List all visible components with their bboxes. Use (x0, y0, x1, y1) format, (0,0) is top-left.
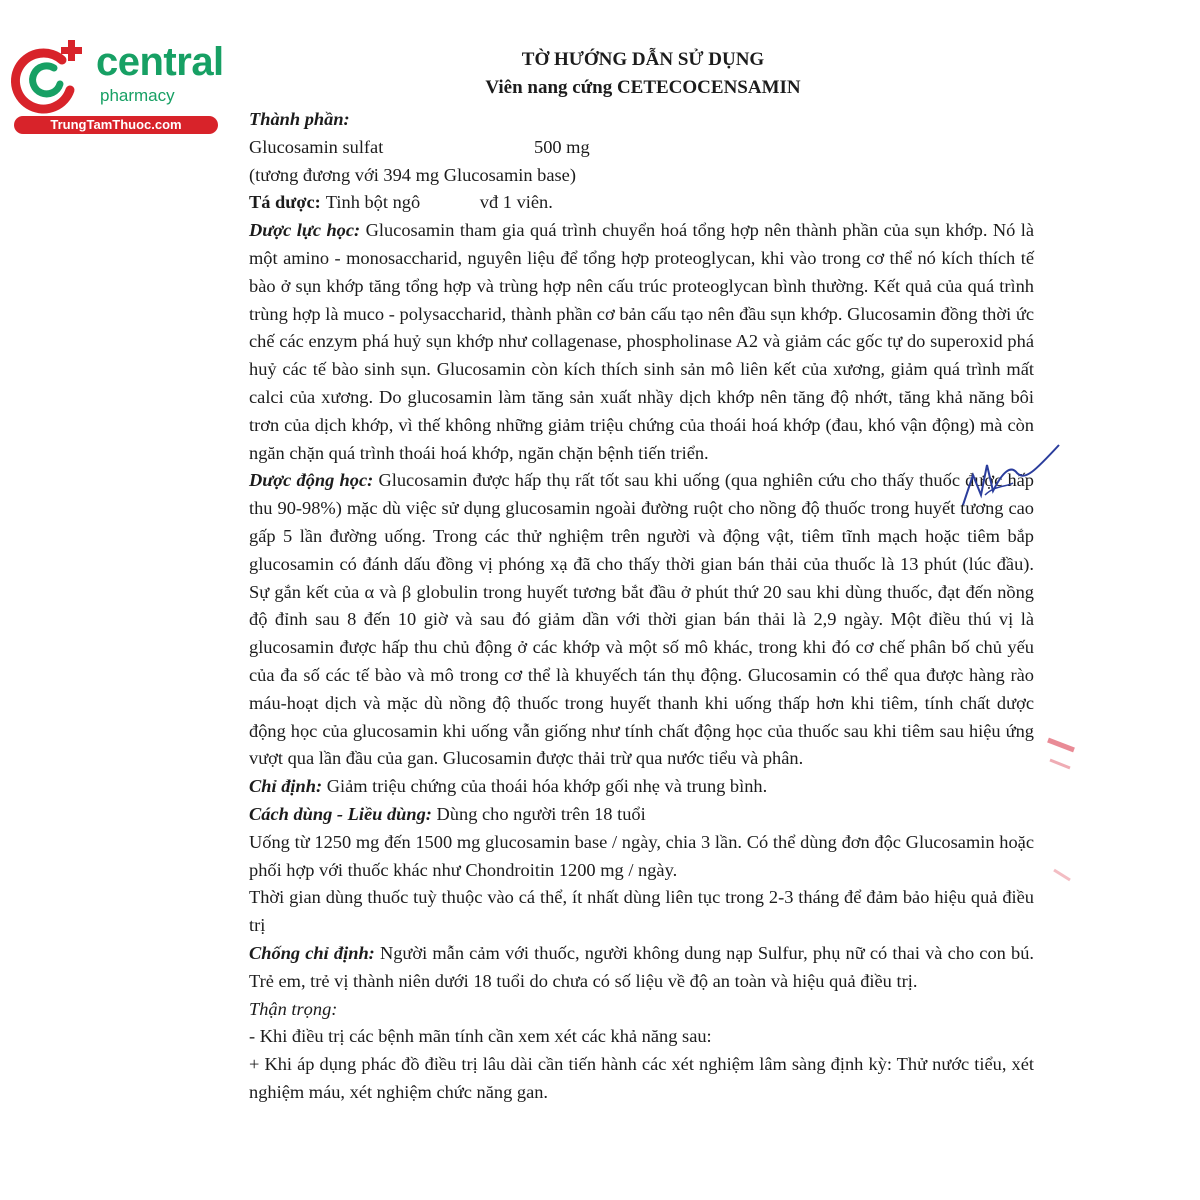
ingredient-equivalent: (tương đương với 394 mg Glucosamin base) (249, 164, 576, 185)
document-subtitle: Viên nang cứng CETECOCENSAMIN (485, 77, 801, 98)
composition-heading: Thành phần: (249, 109, 350, 129)
pharmacokinetics-text: Glucosamin được hấp thụ rất tốt sau khi uống (qua nghiên cứu cho thấy thuốc được hấp thu 90-98%) mặc dù việc sử dụng glucosamin ngoài đường ruột cho nồng độ thuốc trong huyết tương cao gấp 5 lần đường uống. Trong các thử nghiệm trên người và động vật, tiêm tĩnh mạch hoặc tiêm bắp glucosamin có đánh dấu đồng vị phóng xạ đã cho thấy thời gian bán thải của thuốc là 13 phút (lúc đầu). Sự gắn kết của α và β globulin trong huyết tương bắt đầu ở phút thứ 20 sau khi dùng thuốc, đạt đến nồng độ đỉnh sau 8 đến 10 giờ và sau đó giảm dần với thời gian bán thải là 2,9 ngày. Một điều thú vị là glucosamin được hấp thu chủ động ở các khớp và một số mô khác, trong khi đó cơ chế phân bố chủ yếu của đa số các tế bào và mô trong cơ thể là khuyếch tán thụ động. Glucosamin có thể qua được hàng rào máu-hoạt dịch và mặc dù nồng độ thuốc trong huyết thanh khi uống thấp hơn khi tiêm, tính chất dược động học của glucosamin khi uống vẫn giống như tính chất động học của thuốc sau khi tiêm sau hiệu ứng vượt qua lần đầu của gan. Glucosamin được thải trừ qua nước tiểu và phân. (249, 470, 1034, 769)
contraindications-text: Người mẫn cảm với thuốc, người không dung nạp Sulfur, phụ nữ có thai và cho con bú. Trẻ em, trẻ vị thành niên dưới 18 tuổi do chưa có số liệu về độ an toàn và hiệu quả điều trị. (249, 942, 1034, 991)
precautions-heading: Thận trọng: (249, 998, 338, 1019)
logo-brand-sub: pharmacy (100, 86, 175, 105)
precautions-line-2: + Khi áp dụng phác đồ điều trị lâu dài cần tiến hành các xét nghiệm lâm sàng định kỳ: Thử nước tiểu, xét nghiệm máu, xét nghiệm chức năng gan. (249, 1054, 1034, 1102)
red-stamp-mark-icon (1040, 720, 1080, 920)
pharmacokinetics-section (249, 467, 1034, 773)
ingredient-dose: 500 mg (534, 136, 590, 157)
dosage-heading: Cách dùng - Liều dùng: (249, 803, 432, 824)
contraindications-section (249, 940, 1034, 996)
document-header (248, 46, 1038, 102)
document-body (249, 106, 1034, 1107)
signature-mark-icon (955, 435, 1065, 525)
dosage-paragraph-1: Uống từ 1250 mg đến 1500 mg glucosamin base / ngày, chia 3 lần. Có thể dùng đơn độc Glucosamin hoặc phối hợp với thuốc khác như Chondroitin 1200 mg / ngày. (249, 831, 1034, 880)
logo-brand-name: central (96, 40, 224, 84)
logo-url-badge: TrungTamThuoc.com (14, 116, 218, 134)
contraindications-heading: Chống chỉ định: (249, 942, 375, 963)
excipient-name: Tinh bột ngô (325, 192, 421, 213)
central-pharmacy-logo-icon (10, 38, 90, 118)
ingredient-row (249, 134, 1034, 162)
indications-heading: Chỉ định: (249, 776, 323, 797)
excipient-label: Tá dược: (249, 192, 321, 213)
excipient-row (249, 189, 1034, 217)
pharmacodynamics-text: Glucosamin tham gia quá trình chuyển hoá tổng hợp nên thành phần của sụn khớp. Nó là một amino - monosaccharid, nguyên liệu để tổng hợp proteoglycan, khi vào trong cơ thể nó kích thích tế bào ở sụn khớp tăng tổng hợp và trùng hợp nên cấu trúc proteoglycan bình thường. Kết quả của quá trình trùng hợp là muco - polysaccharid, thành phần cơ bản cấu tạo nên đầu sụn khớp. Glucosamin đồng thời ức chế các enzym phá huỷ sụn khớp như collagenase, phospholinase A2 và giảm các gốc tự do superoxid phá huỷ các tế bào sinh sụn. Glucosamin còn kích thích sinh sản mô liên kết của xương, giảm quá trình mất calci của xương. Do glucosamin làm tăng sản xuất nhầy dịch khớp nên tăng độ nhớt, tăng khả năng bôi trơn của dịch khớp, vì thế không những giảm triệu chứng của thoái hoá khớp (đau, khó vận động) mà còn ngăn chặn quá trình thoái hoá khớp, ngăn chặn bệnh tiến triển. (249, 220, 1034, 463)
pharmacodynamics-section (249, 217, 1034, 467)
dosage-section (249, 801, 1034, 829)
precautions-line-1: - Khi điều trị các bệnh mãn tính cần xem xét các khả năng sau: (249, 1026, 712, 1047)
brand-logo (10, 36, 224, 136)
document-title: TỜ HƯỚNG DẪN SỬ DỤNG (521, 49, 765, 70)
pharmacokinetics-heading: Dược động học: (249, 470, 374, 491)
dosage-paragraph-2: Thời gian dùng thuốc tuỳ thuộc vào cá thể, ít nhất dùng liên tục trong 2-3 tháng để đảm bảo hiệu quả điều trị (249, 887, 1034, 936)
pharmacodynamics-heading: Dược lực học: (249, 220, 361, 241)
dosage-text: Dùng cho người trên 18 tuổi (431, 803, 646, 824)
ingredient-name: Glucosamin sulfat (249, 136, 384, 157)
indications-section (249, 773, 1034, 801)
excipient-quantity: vđ 1 viên. (479, 192, 553, 213)
indications-text: Giảm triệu chứng của thoái hóa khớp gối nhẹ và trung bình. (322, 776, 768, 797)
